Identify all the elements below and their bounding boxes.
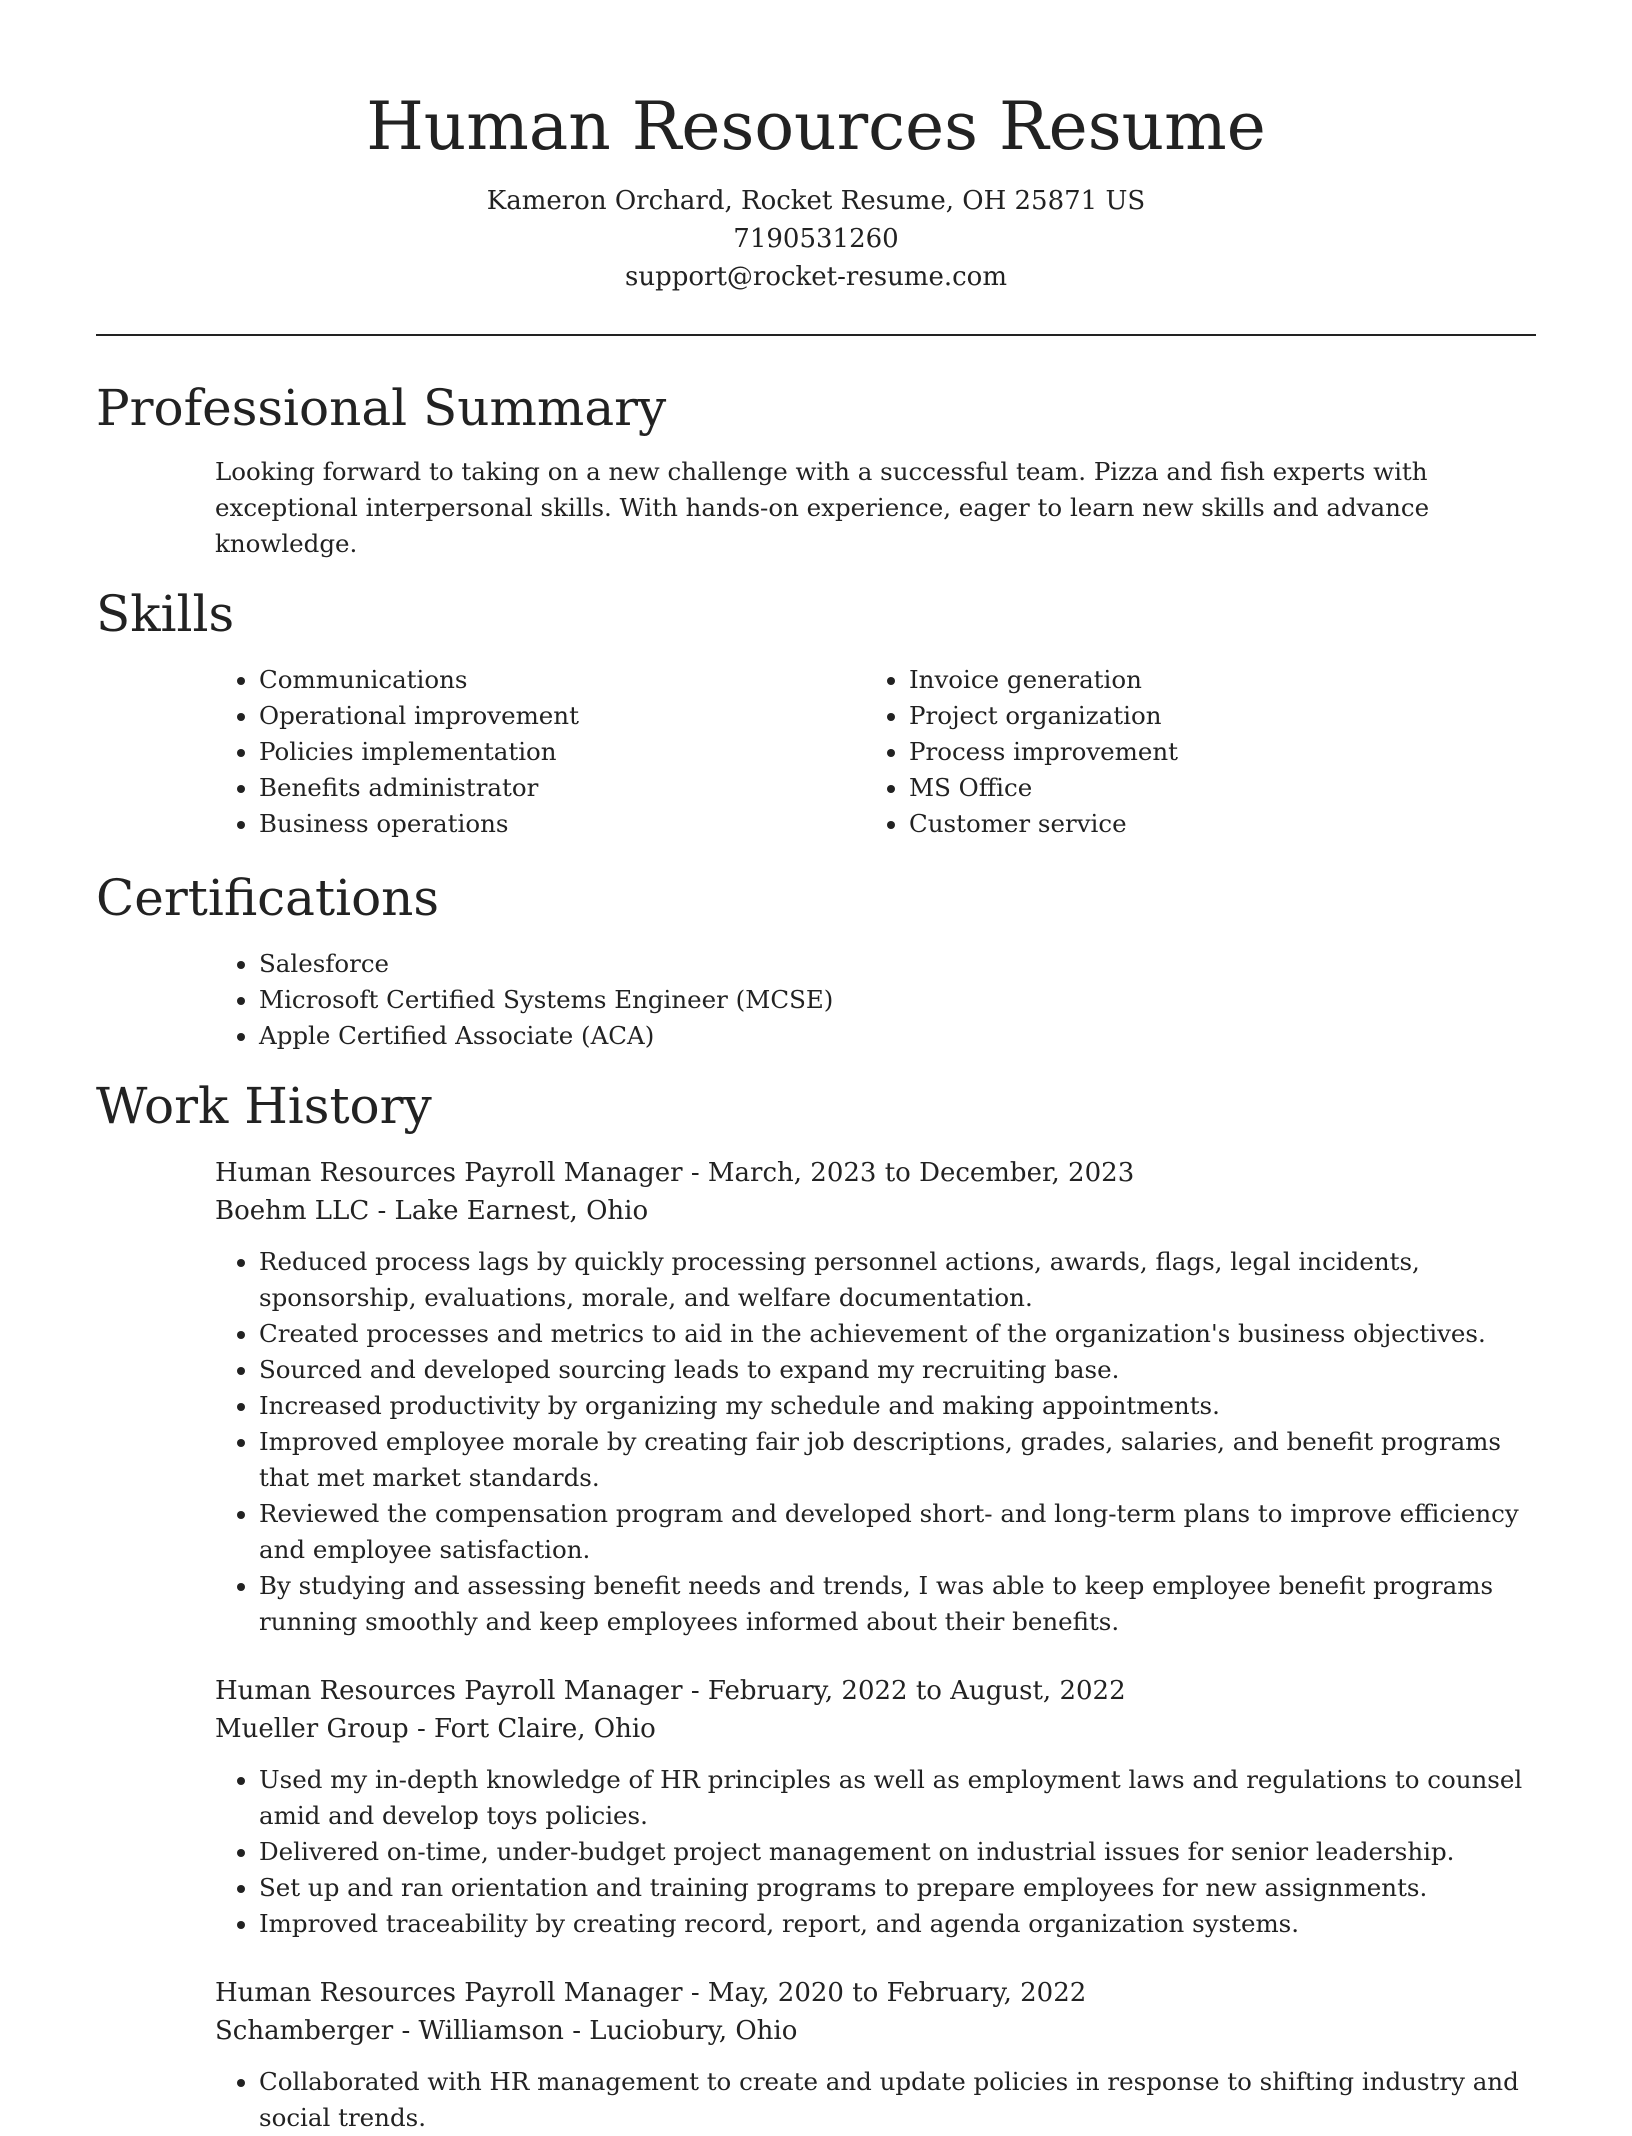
contact-phone: 7190531260 [733,224,899,254]
job-bullets [215,2064,1535,2136]
job-bullet: • Set up and ran orientation and training programs to prepare employees for new assignments. [259,1870,1535,1906]
skill-item: • Business operations [259,806,865,842]
job-bullets [215,1762,1535,1942]
certification-item: • Apple Certified Associate (ACA) [259,1018,1536,1054]
job-bullets [215,1244,1535,1640]
summary-text: Looking forward to taking on a new challenge with a successful team. Pizza and fish experts with exceptional interpersonal skills. With hands-on experience, eager to learn new skills and advance knowledge. [215,457,1430,558]
skills-list-left [215,662,865,842]
resume-title: Human Resources Resume [366,88,1266,165]
job-bullet: • Reduced process lags by quickly processing personnel actions, awards, flags, legal incidents, sponsorship, evaluations, morale, and welfare documentation. [259,1244,1535,1316]
skill-item: • Process improvement [909,734,1515,770]
skill-item: • Invoice generation [909,662,1515,698]
skill-item: • Operational improvement [259,698,865,734]
certification-item: • Salesforce [259,946,1536,982]
job-bullet: • Created processes and metrics to aid in the achievement of the organization's business objectives. [259,1316,1535,1352]
skill-item: • MS Office [909,770,1515,806]
job-entry [215,1672,1536,1942]
header-divider [96,334,1536,336]
certifications-list [215,946,1536,1054]
skills-list-right [865,662,1515,842]
skills-heading: Skills [96,585,235,643]
contact-email: support@rocket-resume.com [624,262,1007,292]
certifications-heading: Certifications [96,869,440,927]
job-company-location: Boehm LLC - Lake Earnest, Ohio [215,1196,649,1226]
job-bullet: • Improved traceability by creating record, report, and agenda organization systems. [259,1906,1535,1942]
job-bullet: • Collaborated with HR management to create and update policies in response to shifting industry and social trends. [259,2064,1535,2136]
skill-item: • Benefits administrator [259,770,865,806]
contact-block [96,182,1536,296]
certification-item: • Microsoft Certified Systems Engineer (MCSE) [259,982,1536,1018]
job-bullet: • Improved employee morale by creating fair job descriptions, grades, salaries, and benefit programs that met market standards. [259,1424,1535,1496]
skill-item: • Communications [259,662,865,698]
job-role-dates: Human Resources Payroll Manager - February, 2022 to August, 2022 [215,1676,1126,1706]
job-bullet: • Used my in-depth knowledge of HR principles as well as employment laws and regulations to counsel amid and develop toys policies. [259,1762,1535,1834]
job-bullet: • Reviewed the compensation program and developed short- and long-term plans to improve efficiency and employee satisfaction. [259,1496,1535,1568]
job-company-location: Mueller Group - Fort Claire, Ohio [215,1714,656,1744]
job-bullet: • By studying and assessing benefit needs and trends, I was able to keep employee benefit programs running smoothly and keep employees informed about their benefits. [259,1568,1535,1640]
resume-header [96,0,1536,296]
job-bullet: • Sourced and developed sourcing leads to expand my recruiting base. [259,1352,1535,1388]
skills-grid [215,662,1536,842]
skill-item: • Policies implementation [259,734,865,770]
job-role-dates: Human Resources Payroll Manager - March, 2023 to December, 2023 [215,1158,1135,1188]
job-entry [215,1154,1536,1640]
skill-item: • Project organization [909,698,1515,734]
skill-item: • Customer service [909,806,1515,842]
job-company-location: Schamberger - Williamson - Luciobury, Ohio [215,2016,798,2046]
work-history-heading: Work History [96,1077,432,1135]
job-bullet: • Delivered on-time, under-budget project management on industrial issues for senior leadership. [259,1834,1535,1870]
job-bullet: • Increased productivity by organizing my schedule and making appointments. [259,1388,1535,1424]
job-role-dates: Human Resources Payroll Manager - May, 2020 to February, 2022 [215,1978,1087,2008]
resume-page [96,0,1536,2136]
summary-heading: Professional Summary [96,379,667,437]
contact-address: Kameron Orchard, Rocket Resume, OH 25871 US [486,186,1146,216]
